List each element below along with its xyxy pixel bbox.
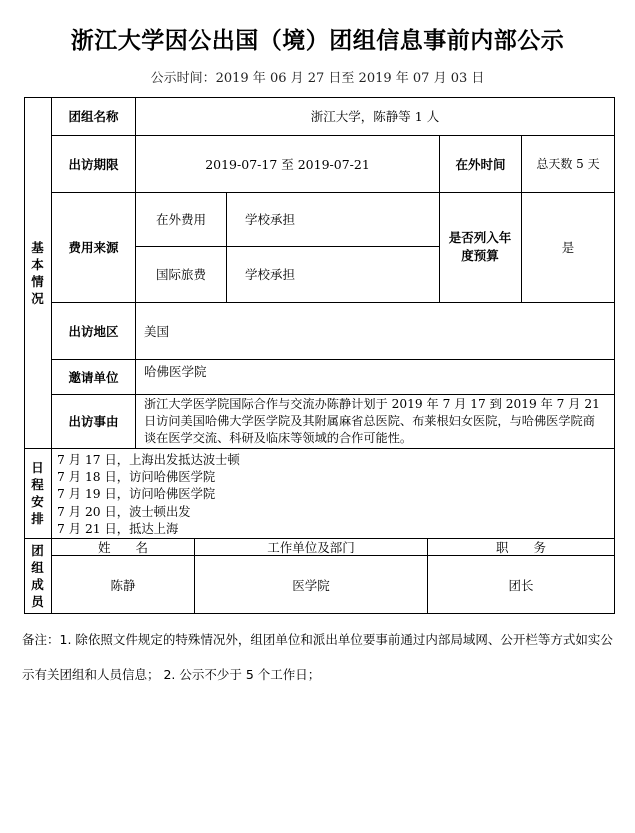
funding-label: 费用来源 — [68, 240, 119, 255]
purpose-label: 出访事由 — [68, 414, 119, 429]
travel-cost-value: 学校承担 — [245, 267, 296, 282]
region-label: 出访地区 — [68, 323, 119, 339]
schedule-section-label: 日 程 安 排 — [31, 460, 44, 526]
member-unit: 医学院 — [292, 577, 330, 593]
list-item: 7 月 18 日，访问哈佛医学院 — [57, 470, 216, 485]
travel-cost-label: 国际旅费 — [155, 267, 206, 282]
budget-value: 是 — [561, 240, 575, 255]
group-name-label: 团组名称 — [68, 109, 119, 124]
abroad-time-label: 在外时间 — [455, 156, 506, 172]
budget-label: 是否列入年度预算 — [448, 230, 512, 263]
list-item: 7 月 20 日，波士顿出发 — [57, 504, 191, 519]
abroad-time-value: 总天数 5 天 — [536, 157, 600, 171]
member-header-name: 姓 名 — [97, 539, 148, 555]
list-item: 7 月 17 日，上海出发抵达波士顿 — [57, 453, 240, 467]
purpose-value: 浙江大学医学院国际合作与交流办陈静计划于 2019 年 7 月 17 到 2019 年 7 月 21 日访问美国哈佛大学医学院及其附属麻省总医院、布莱根妇女医院，与哈佛医学院商谈在医学交流、科研及临床等领域的合作可能性。 — [144, 397, 600, 445]
publication-period: 公示时间：2019 年 06 月 27 日至 2019 年 07 月 03 日 — [150, 71, 485, 86]
group-name-value: 浙江大学，陈静等 1 人 — [310, 109, 440, 124]
inviter-label: 邀请单位 — [68, 369, 119, 385]
basic-info-section-label: 基 本 情 况 — [31, 239, 44, 306]
period-label: 出访期限 — [68, 156, 119, 172]
member-name: 陈静 — [110, 577, 136, 593]
list-item: 7 月 21 日，抵达上海 — [57, 521, 179, 536]
period-value: 2019-07-17 至 2019-07-21 — [205, 156, 370, 172]
abroad-cost-label: 在外费用 — [155, 212, 206, 227]
region-value: 美国 — [144, 323, 170, 339]
schedule-list — [57, 452, 240, 538]
remark-note: 备注：1. 除依照文件规定的特殊情况外，组团单位和派出单位要事前通过内部局域网、公开栏等方式如实公示有关团组和人员信息； 2. 公示不少于 5 个工作日； — [22, 632, 613, 682]
page-title: 浙江大学因公出国（境）团组信息事前内部公示 — [70, 28, 565, 54]
member-title: 团长 — [508, 577, 534, 593]
abroad-cost-value: 学校承担 — [245, 212, 296, 227]
member-header-title: 职 务 — [495, 539, 546, 555]
list-item: 7 月 19 日，访问哈佛医学院 — [57, 487, 216, 502]
members-section-label: 团 组 成 员 — [31, 542, 44, 609]
member-header-unit: 工作单位及部门 — [267, 539, 355, 555]
inviter-value: 哈佛医学院 — [144, 364, 207, 379]
